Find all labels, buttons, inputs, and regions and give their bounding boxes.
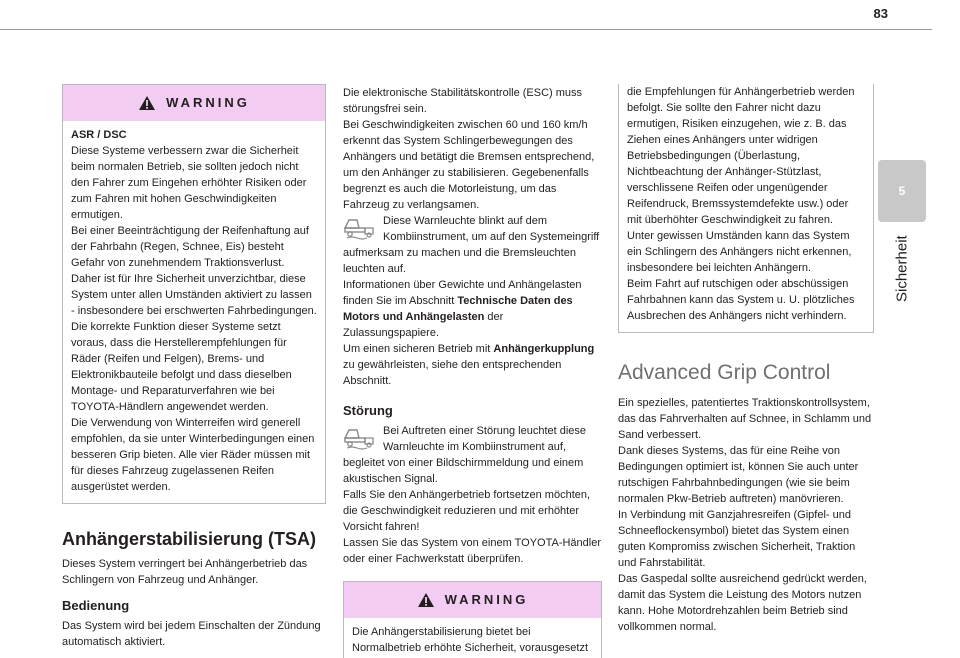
towbar-text [343, 341, 602, 389]
column-1 [62, 84, 326, 650]
column-3 [618, 85, 874, 635]
tsa-intro: Dieses System verringert bei Anhängerbetrieb das Schlingern von Fahrzeug und Anhänger. [62, 558, 308, 586]
subheading-fault: Störung [343, 403, 393, 418]
fault-lamp-paragraph [343, 423, 602, 487]
chapter-tab: 5 [878, 160, 926, 222]
esc-text: Die elektronische Stabilitätskontrolle (ESC) muss störungsfrei sein. Bei Geschwindigkeiten zwischen 60 und 160 km/h erkennt das System Schlingerbewegungen des Anhängers und betätigt die Bremsen entsprechend, um den Anhänger zu stabilisieren. Gegebenenfalls begrenzt es auch die Motorleistung, um das Fahrzeug zu verlangsamen. [343, 87, 595, 211]
warning-body [63, 121, 325, 503]
warning-body-2 [344, 618, 601, 658]
fault-text: Falls Sie den Anhängerbetrieb fortsetzen möchten, die Geschwindigkeit reduzieren und mit erhöhter Vorsicht fahren! Lassen Sie das System von einem TOYOTA-Händler oder einer Fachwerkstatt überprüfen. [343, 489, 602, 565]
weights-text-bold: Technische Daten des Motors und Anhängelasten [343, 295, 573, 323]
trailer-warning-lamp-icon [343, 214, 377, 240]
subheading-operation: Bedienung [62, 598, 130, 613]
warning-title-2: WARNING [444, 592, 529, 607]
fault-lamp-text: Bei Auftreten einer Störung leuchtet diese Warnleuchte im Kombiinstrument auf, begleitet von einer Bildschirmmeldung und einem akustischen Signal. [343, 425, 587, 485]
warning-box-tsa-continued [618, 84, 874, 333]
towbar-text-a: Um einen sicheren Betrieb mit [343, 343, 494, 355]
trailer-fault-lamp-icon [343, 424, 377, 450]
warning-header-2 [344, 582, 601, 618]
column-2 [343, 85, 602, 658]
warning-heading: ASR / DSC [71, 129, 127, 141]
section-title-agc: Advanced Grip Control [618, 361, 831, 384]
lamp-paragraph [343, 213, 602, 277]
towbar-text-c: zu gewährleisten, siehe den entsprechenden Abschnitt. [343, 359, 562, 387]
agc-text: Ein spezielles, patentiertes Traktionskontrollsystem, das das Fahrverhalten auf Schnee, in Schlamm und Sand verbessert. Dank dieses Systems, das für eine Reihe von Bedingungen optimiert ist, können Sie auch unter rutschigen Fahrbahnbedingungen (wie sie beim normalen Pkw-Betrieb auftreten) manövrieren. In Verbindung mit Ganzjahresreifen (Gipfel- und Schneeflockensymbol) bietet das System einen guten Kompromiss zwischen Sicherheit, Traktion und Fahrstabilität. Das Gaspedal sollte ausreichend gedrückt werden, damit das System die Leistung des Motors nutzen kann. Hohe Motordrehzahlen beim Betrieb sind vollkommen normal. [618, 397, 872, 633]
warning-text: Diese Systeme verbessern zwar die Sicherheit beim normalen Betrieb, sie sollten jedoch nicht den Fahrer zum Eingehen erhöhter Risiken oder zum Fahren mit hohen Geschwindigkeiten ermutigen. Bei einer Beeinträchtigung der Reifenhaftung auf der Fahrbahn (Regen, Schnee, Eis) besteht Gefahr von zunehmendem Traktionsverlust. Daher ist für Ihre Sicherheit unverzichtbar, diese System unter allen Umständen aktiviert zu lassen - insbesondere bei erschwerten Fahrbedingungen. Die korrekte Funktion dieser Systeme setzt voraus, dass die Herstellerempfehlungen für Räder (Reifen und Felgen), Brems- und Elektronikbauteile befolgt und dass dieselben Montage- und Reparaturverfahren wie bei TOYOTA-Händlern angewendet werden. Die Verwendung von Winterreifen wird generell empfohlen, da sie unter Winterbedingungen einen besseren Grip bieten. Alle vier Räder müssen mit für dieses Fahrzeug zugelassenen Reifen ausgerüstet werden. [71, 145, 317, 493]
lamp-text: Diese Warnleuchte blinkt auf dem Kombiinstrument, um auf den Systemeingriff aufmerksam zu machen und die Bremsleuchten leuchten auf. [343, 215, 600, 275]
warning-box-tsa [343, 581, 602, 658]
section-title-tsa: Anhängerstabilisierung (TSA) [62, 529, 317, 549]
page-number: 83 [873, 6, 888, 21]
chapter-label: Sicherheit [893, 235, 911, 302]
warning-text-2: Die Anhängerstabilisierung bietet bei Normalbetrieb erhöhte Sicherheit, vorausgesetzt [352, 626, 589, 654]
weights-text-c: der Zulassungspapiere. [343, 311, 504, 339]
warning-triangle-icon [417, 592, 435, 608]
header-rule [0, 29, 932, 30]
warning-title: WARNING [166, 95, 250, 110]
weights-text [343, 277, 602, 341]
towbar-text-bold: Anhängerkupplung [493, 343, 595, 355]
warning-box-asr [62, 84, 326, 504]
warning-triangle-icon [138, 95, 156, 111]
warning-continued-text: die Empfehlungen für Anhängerbetrieb werden befolgt. Sie sollte den Fahrer nicht dazu ermutigen, Risiken einzugehen, wie z. B. das Ziehen eines Anhängers unter widrigen Betriebsbedingungen (Überlastung, Nichtbeachtung der Anhänger-Stützlast, verschlissene Reifen oder ungenügender Reifendruck, Bremssystemdefekte usw.) oder mit überhöhter Geschwindigkeit zu fahren. Unter gewissen Umständen kann das System ein Schlingern des Anhängers nicht erkennen, insbesondere bei leichten Anhängern. Beim Fahrt auf rutschigen oder abschüssigen Fahrbahnen kann das System u. U. plötzliches Ausbrechen des Anhängers nicht verhindern. [627, 86, 855, 322]
weights-text-a: Informationen über Gewichte und Anhängelasten finden Sie im Abschnitt [343, 279, 582, 307]
operation-text: Das System wird bei jedem Einschalten der Zündung automatisch aktiviert. [62, 620, 321, 648]
warning-header [63, 85, 325, 121]
